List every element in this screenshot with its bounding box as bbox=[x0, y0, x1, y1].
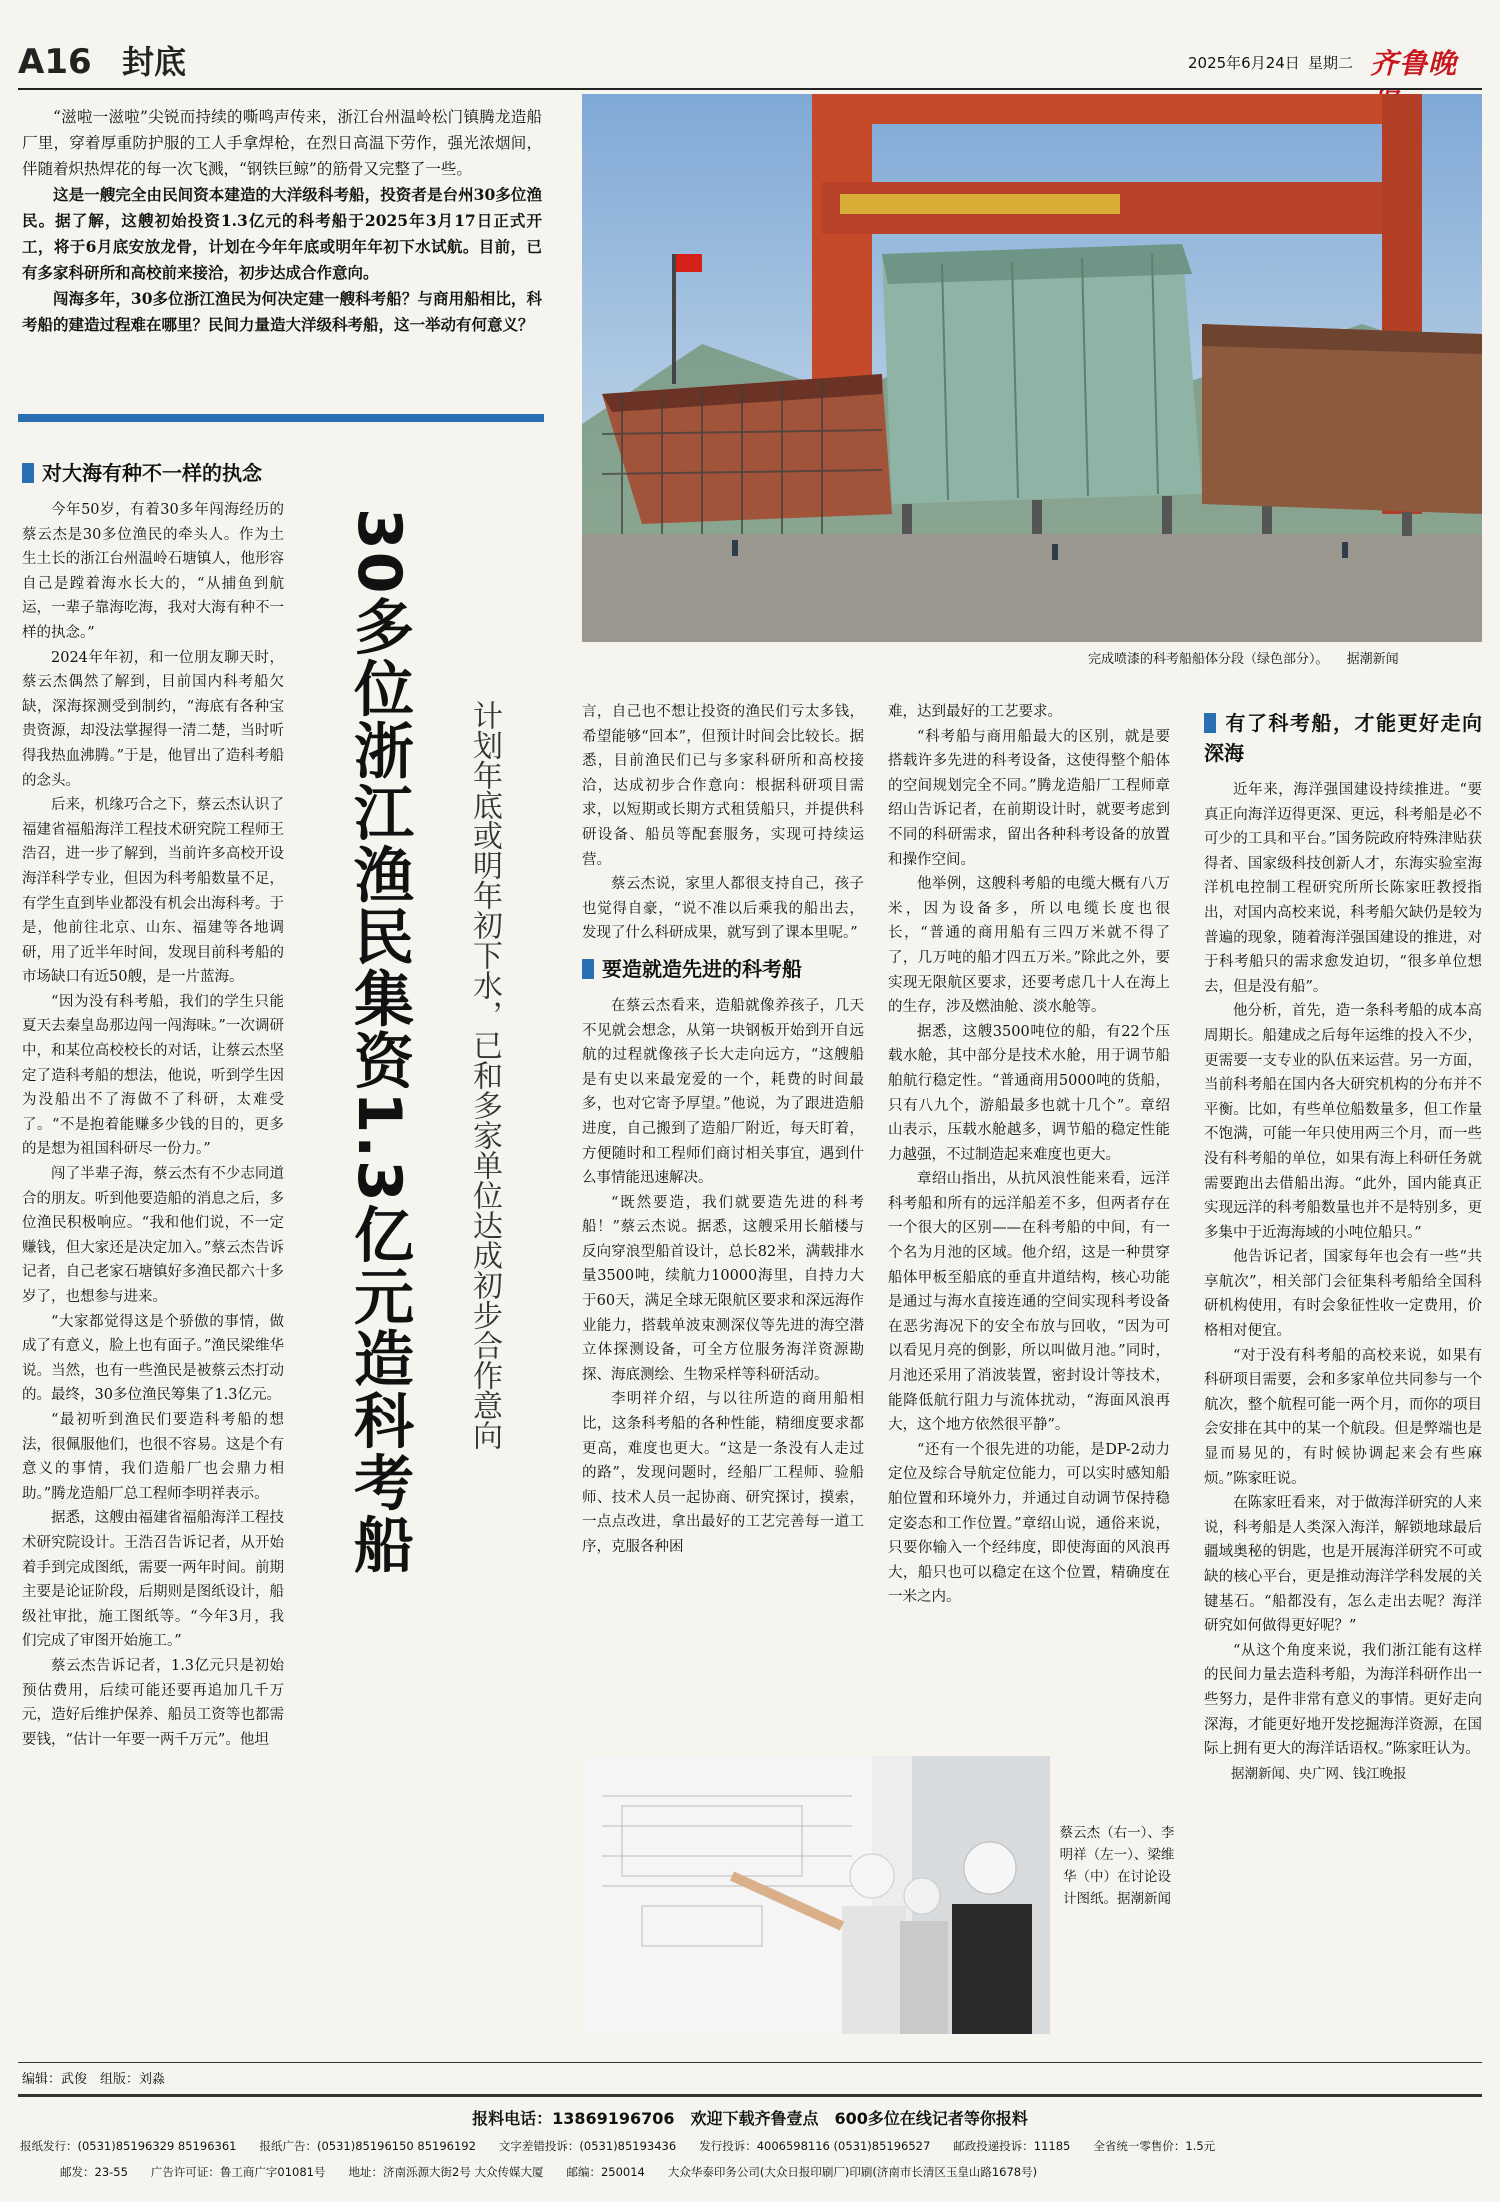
body-paragraph: 他举例，这艘科考船的电缆大概有八万米，因为设备多，所以电缆长度也很长，“普通的商用船有三四万米就不得了了，几万吨的船才四五万米。”除此之外，要实现无限航区要求，还要考虑几十人在海上的生存，涉及燃油舱、淡水舱等。 bbox=[888, 876, 1170, 1016]
issue-date: 2025年6月24日 bbox=[1188, 54, 1300, 72]
top-photo-caption bbox=[1088, 650, 1482, 670]
footer-rule bbox=[18, 2062, 1482, 2063]
header-rule bbox=[18, 88, 1482, 90]
section-title-1: 对大海有种不一样的执念 bbox=[42, 461, 262, 485]
body-paragraph: 在陈家旺看来，对于做海洋研究的人来说，科考船是人类深入海洋，解锁地球最后疆域奥秘的钥匙，也是开展海洋研究不可或缺的核心平台，更是推动海洋学科发展的关键基石。“船都没有，怎么走出去呢？海洋研究如何做得更好呢？” bbox=[1204, 1495, 1482, 1635]
body-paragraph: “对于没有科考船的高校来说，如果有科研项目需要，会和多家单位共同参与一个航次，整个航程可能一两个月，而你的项目会安排在其中的某一个航段。但是弊端也是显而易见的，有时候协调起来会有些麻烦。”陈家旺说。 bbox=[1204, 1347, 1482, 1487]
body-paragraph: “还有一个很先进的功能，是DP-2动力定位及综合导航定位能力，可以实时感知船舶位置和环境外力，并通过自动调节保持稳定姿态和工作位置。”章绍山说，通俗来说，只要你输入一个经纬度，即使海面的风浪再大，船只也可以稳定在这个位置，精确度在一米之内。 bbox=[888, 1441, 1170, 1606]
meeting-illustration bbox=[582, 1756, 1050, 2034]
body-paragraph: 他告诉记者，国家每年也会有一些“共享航次”，相关部门会征集科考船给全国科研机构使用，有时会象征性收一定费用，价格相对便宜。 bbox=[1204, 1249, 1482, 1340]
body-paragraph: 在蔡云杰看来，造船就像养孩子，几天不见就会想念，从第一块钢板开始到开自远航的过程就像孩子长大走向远方，“这艘船是有史以来最宠爱的一个，耗费的时间最多，也对它寄予厚望。”他说，为了跟进造船进度，自己搬到了造船厂附近，每天盯着，方便随时和工程师们商讨相关事宜，遇到什么事情能迅速解决。 bbox=[582, 997, 864, 1187]
article-credit: 据潮新闻、央广网、钱江晚报 bbox=[1231, 1765, 1407, 1782]
body-paragraph: 他分析，首先，造一条科考船的成本高周期长。船建成之后每年运维的投入不少，更需要一支专业的队伍来运营。另一方面，当前科考船在国内各大研究机构的分布并不平衡。比如，有些单位船数量多，但工作量不饱满，可能一年只使用两三个月，而一些没有科考船的单位，如果有海上科研任务就需要跑出去借船出海。“此外，国内能真正实现远洋的科考船数量也并不是特别多，更多集中于近海海域的小吨位船只。” bbox=[1204, 1003, 1482, 1241]
column-3 bbox=[888, 700, 1170, 1610]
top-photo-credit: 据潮新闻 bbox=[1346, 652, 1399, 667]
body-paragraph: 闯了半辈子海，蔡云杰有不少志同道合的朋友。听到他要造船的消息之后，多位渔民积极响应。“我和他们说，不一定赚钱，但大家还是决定加入。”蔡云杰告诉记者，自己老家石塘镇好多渔民都六十多岁了，也想参与进来。 bbox=[22, 1166, 284, 1305]
section-title-3: 有了科考船，才能更好走向深海 bbox=[1204, 711, 1482, 765]
headline: 30多位浙江渔民集资1.3亿元造科考船 bbox=[344, 508, 414, 1576]
subheadline: 计划年底或明年初下水，已和多家单位达成初步合作意向 bbox=[467, 700, 502, 1450]
tip-hotline: 报料电话：13869196706 欢迎下载齐鲁壹点 600多位在线记者等你报料 bbox=[472, 2109, 1028, 2128]
body-paragraph: 蔡云杰说，家里人都很支持自己，孩子也觉得自豪，“说不准以后乘我的船出去，发现了什么科研成果，就写到了课本里呢。” bbox=[582, 876, 864, 942]
body-paragraph: 据悉，这艘由福建省福船海洋工程技术研究院设计。王浩召告诉记者，从开始着手到完成图纸，需要一两年时间。前期主要是论证阶段，后期则是图纸设计，船级社审批，施工图纸等。“今年3月，我们完成了审图开始施工。” bbox=[22, 1510, 284, 1650]
editor-credits: 编辑：武俊 组版：刘淼 bbox=[22, 2072, 166, 2087]
top-photo-caption-text: 完成喷漆的科考船船体分段（绿色部分）。 bbox=[1088, 652, 1329, 667]
shipyard-photo bbox=[582, 94, 1482, 642]
body-paragraph: 2024年年初，和一位朋友聊天时，蔡云杰偶然了解到，目前国内科考船欠缺，深海探测受到制约，“海底有各种宝贵资源，却没法掌握得一清二楚，当时听得我热血沸腾。”于是，他冒出了造科考船的念头。 bbox=[22, 649, 284, 789]
publisher-info-line-1: 报纸发行：(0531)85196329 85196361 报纸广告：(0531)85196150 85196192 文字差错投诉：(0531)85193436 发行投诉：4006598116 (0531)85196527 邮政投递投诉：11185 全省统一零售价：1.5元 bbox=[20, 2139, 1216, 2153]
lead-paragraph-2: 这是一艘完全由民间资本建造的大洋级科考船，投资者是台州30多位渔民。据了解，这艘初始投资1.3亿元的科考船于2025年3月17日正式开工，将于6月底安放龙骨，计划在今年年底或明年年初下水试航。目前，已有多家科研所和高校前来接洽，初步达成合作意向。 bbox=[22, 185, 542, 282]
body-paragraph: 据悉，这艘3500吨位的船，有22个压载水舱，其中部分是技术水舱，用于调节船舶航行稳定性。“普通商用5000吨的货船，只有八九个，游船最多也就十几个”。章绍山表示，压载水舱越多，调节船的稳定性能力越强，不过制造起来难度也更大。 bbox=[888, 1023, 1170, 1163]
body-paragraph: 章绍山指出，从抗风浪性能来看，远洋科考船和所有的远洋船差不多，但两者存在一个很大的区别——在科考船的中间，有一个名为月池的区域。他介绍，这是一种贯穿船体甲板至船底的垂直井道结构，核心功能是通过与海水直接连通的空间实现科考设备在恶劣海况下的安全布放与回收，“因为可以看见月亮的倒影，所以叫做月池。”同时，月池还采用了消波装置，密封设计等技术，能降低航行阻力与流体扰动，“海面风浪再大，这个地方依然很平静”。 bbox=[888, 1171, 1170, 1434]
publisher-info-line-2: 邮发：23-55 广告许可证：鲁工商广字01081号 地址：济南泺源大街2号 大众传媒大厦 邮编：250014 大众华泰印务公司(大众日报印刷厂)印刷(济南市长清区玉皇山路1678号) bbox=[60, 2165, 1038, 2179]
body-paragraph: “科考船与商用船最大的区别，就是要搭载许多先进的科考设备，这使得整个船体的空间规划完全不同。”腾龙造船厂工程师章绍山告诉记者，在前期设计时，就要考虑到不同的科研需求，留出各种科考设备的放置和操作空间。 bbox=[888, 728, 1170, 868]
column-4 bbox=[1204, 708, 1482, 1786]
body-paragraph: “大家都觉得这是个骄傲的事情，做成了有意义，脸上也有面子。”渔民梁维华说。当然，也有一些渔民是被蔡云杰打动的。最终，30多位渔民筹集了1.3亿元。 bbox=[22, 1313, 284, 1404]
section-marker-3 bbox=[1204, 713, 1216, 733]
section-heading-2 bbox=[582, 954, 864, 984]
body-paragraph: 李明祥介绍，与以往所造的商用船相比，这条科考船的各种性能，精细度要求都更高，难度也更大。“这是一条没有人走过的路”，发现问题时，经船厂工程师、验船师、技术人员一起协商、研究探讨，摸索，一点点改进，拿出最好的工艺完善每一道工序，克服各种困 bbox=[582, 1391, 864, 1555]
column-1 bbox=[22, 450, 284, 1752]
lead-paragraph-3: 闯海多年，30多位浙江渔民为何决定建一艘科考船？与商用船相比，科考船的建造过程难在哪里？民间力量造大洋级科考船，这一举动有何意义？ bbox=[22, 289, 542, 334]
body-paragraph: 言，自己也不想让投资的渔民们亏太多钱，希望能够“回本”，但预计时间会比较长。据悉，目前渔民们已与多家科研所和高校接洽，达成初步合作意向：根据科研项目需求，以短期或长期方式租赁船只，并提供科研设备、船员等配套服务，实现可持续运营。 bbox=[582, 704, 864, 868]
body-paragraph: 后来，机缘巧合之下，蔡云杰认识了福建省福船海洋工程技术研究院工程师王浩召，进一步了解到，当前许多高校开设海洋科学专业，但因为科考船数量不足，有学生直到毕业都没有机会出海科考。于是，他前往北京、山东、福建等各地调研，用了近半年时间，发现目前科考船的市场缺口有近50艘，是一片蓝海。 bbox=[22, 797, 284, 986]
section-heading-1 bbox=[22, 458, 284, 488]
page-label: A16 bbox=[18, 42, 92, 82]
body-paragraph: 近年来，海洋强国建设持续推进。“要真正向海洋迈得更深、更远，科考船是必不可少的工具和平台。”国务院政府特殊津贴获得者、国家级科技创新人才，东海实验室海洋机电控制工程研究所所长陈家旺教授指出，对国内高校来说，科考船欠缺仍是较为普遍的现象，随着海洋强国建设的推进，对于科考船只的需求愈发迫切，“很多单位想去，但是没有船”。 bbox=[1204, 782, 1482, 995]
body-paragraph: “既然要造，我们就要造先进的科考船！”蔡云杰说。据悉，这艘采用长艏楼与反向穿浪型船首设计，总长82米，满载排水量3500吨，续航力10000海里，自持力大于60天，满足全球无限航区要求和深远海作业能力，搭载单波束测深仪等先进的海空潜立体探测设备，可全方位服务海洋资源勘探、海底测绘、生物采样等科研活动。 bbox=[582, 1194, 864, 1383]
body-paragraph: 今年50岁，有着30多年闯海经历的蔡云杰是30多位渔民的牵头人。作为土生土长的浙江台州温岭石塘镇人，他形容自己是蹚着海水长大的，“从捕鱼到航运，一辈子靠海吃海，我对大海有种不一样的执念。” bbox=[22, 502, 284, 641]
lead-divider bbox=[18, 414, 544, 422]
section-name: 封底 bbox=[122, 43, 187, 81]
meeting-photo bbox=[582, 1756, 1050, 2034]
article-lead bbox=[22, 104, 542, 338]
column-2 bbox=[582, 700, 864, 1560]
footer-rule-2 bbox=[18, 2094, 1482, 2097]
body-paragraph: “因为没有科考船，我们的学生只能夏天去秦皇岛那边闯一闯海味。”一次调研中，和某位高校校长的对话，让蔡云杰坚定了造科考船的想法，他说，听到学生因为没船出不了海做不了科研，太难受了。“不是抱着能赚多少钱的目的，更多的是想为祖国科研尽一份力。” bbox=[22, 993, 284, 1158]
body-paragraph: “从这个角度来说，我们浙江能有这样的民间力量去造科考船，为海洋科研作出一些努力，是件非常有意义的事情。更好走向深海，才能更好地开发挖掘海洋资源，在国际上拥有更大的海洋话语权。”陈家旺认为。 bbox=[1204, 1642, 1482, 1758]
shipyard-illustration bbox=[582, 94, 1482, 642]
bottom-photo-caption: 蔡云杰（右一）、李明祥（左一）、梁维华（中）在讨论设计图纸。据潮新闻 bbox=[1059, 1825, 1175, 1907]
section-marker-1 bbox=[22, 463, 34, 483]
section-heading-3 bbox=[1204, 708, 1482, 768]
issue-weekday: 星期二 bbox=[1308, 54, 1354, 72]
lead-paragraph-1: “滋啦一滋啦”尖锐而持续的嘶鸣声传来，浙江台州温岭松门镇腾龙造船厂里，穿着厚重防护服的工人手拿焊枪，在烈日高温下劳作，强光浓烟间，伴随着炽热焊花的每一次飞溅，“钢铁巨鲸”的筋骨又完整了一些。 bbox=[22, 108, 542, 178]
masthead-logo: 齐鲁晚 bbox=[1370, 47, 1458, 80]
body-paragraph: 难，达到最好的工艺要求。 bbox=[888, 704, 1062, 720]
page-header bbox=[18, 40, 1482, 86]
section-marker-2 bbox=[582, 959, 594, 979]
body-paragraph: “最初听到渔民们要造科考船的想法，很佩服他们，也很不容易。这是个有意义的事情，我们造船厂也会鼎力相助。”腾龙造船厂总工程师李明祥表示。 bbox=[22, 1411, 284, 1502]
section-title-2: 要造就造先进的科考船 bbox=[602, 956, 802, 981]
body-paragraph: 蔡云杰告诉记者，1.3亿元只是初始预估费用，后续可能还要再追加几千万元，造好后维护保养、船员工资等也都需要钱，“估计一年要一两千万元”。他坦 bbox=[22, 1657, 284, 1748]
